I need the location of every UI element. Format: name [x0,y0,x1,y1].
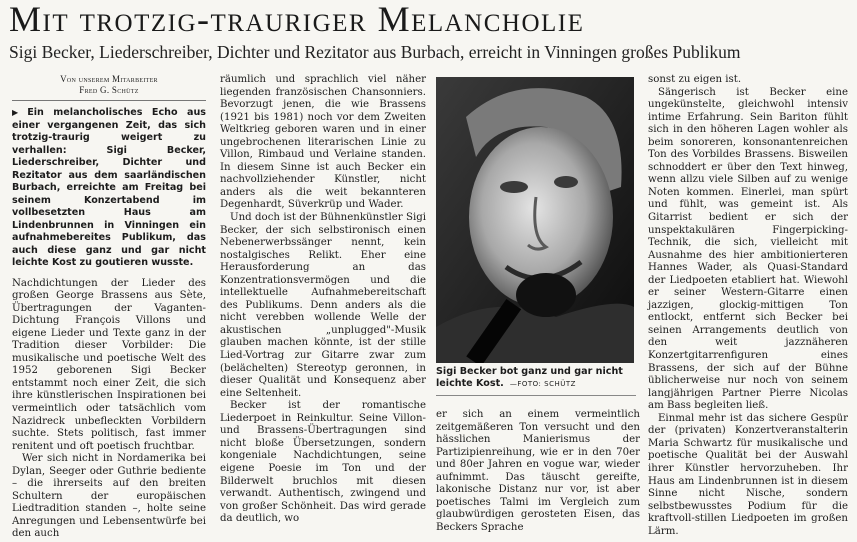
photo-credit: —FOTO: SCHÜTZ [509,380,576,388]
paragraph: Und doch ist der Bühnenkünstler Sigi Becker, der sich selbstironisch einen Nebenerwerbssänger nennt, kein nostalgisches Relikt. Eher eine Herausforderung an das Konzentrationsvermögen und die intellektuelle Aufnahmebereitschaft des Publikums. Denn anders als die nicht verebben wollende Welle der akustischen „unplugged"-Musik glauben machen könnte, ist der stille Lied-Vortrag zur Gitarre zwar zum (belächelten) Stereotyp geronnen, in dieser Qualität und Konsequenz aber eine Seltenheit. [220,212,426,399]
paragraph: Becker ist der romantische Liederpoet in Reinkultur. Seine Villon- und Brassens-Übertragungen sind nicht bloße Übersetzungen, sondern kongeniale Nachdichtungen, seine eigene Poesie im Ton und der Bilderwelt bruchlos mit diesen verwandt. Authentisch, zwingend und von großer Schönheit. Das wird gerade da deutlich, wo [220,400,426,525]
lead-paragraph [12,107,206,270]
caption-text: Sigi Becker bot ganz und gar nicht leichte Kost. [436,366,623,389]
paragraph: Wer sich nicht in Nordamerika bei Dylan, Seeger oder Guthrie bediente – die ihrerseits auf den breiten Schultern der europäischen Liedtradition standen –, holte seine Anregungen und Lebensentwürfe bei den auch [12,453,206,540]
byline [12,74,206,101]
subheadline: Sigi Becker, Liederschreiber, Dichter und Rezitator aus Burbach, erreicht in Vinningen großes Publikum [9,42,741,62]
paragraph: er sich an einem vermeintlich zeitgemäßeren Ton versucht und den hässlichen Manierismus der Partizipienreihung, wie er in den 70er und 80er Jahren en vogue war, wieder aufnimmt. Das täuscht gereifte, lakonische Distanz nur vor, ist aber poetisches Talmi im Vergleich zum glaubwürdigen gerosteten Eisen, das Beckers Sprache [436,409,640,533]
article-column-3 [436,409,640,534]
lead-text: Ein melancholisches Echo aus einer vergangenen Zeit, das sich trotzig-traurig weigert zu verhallen: Sigi Becker, Liederschreiber, Dichter und Rezitator aus dem saarländischen Burbach, erreichte am Freitag bei seinem Konzertabend im vollbesetzten Haus am Lindenbrunnen in Vinningen ein aufnahmebereites Publikum, das auch diese ganz und gar nicht leichte Kost zu goutieren wusste. [12,107,206,268]
paragraph: sonst zu eigen ist. [648,74,742,85]
paragraph: Einmal mehr ist das sichere Gespür der (privaten) Konzertveranstalterin Maria Schwartz für musikalische und poetische Qualität bei der Auswahl ihrer Künstler hervorzuheben. Ihr Haus am Lindenbrunnen ist in diesem Sinne nicht Nische, sondern selbstbewusstes Podium für die kraftvoll-stillen Liedpoeten im großen Lärm. [648,412,848,537]
headline: Mit trotzig-trauriger Melancholie [9,0,585,39]
paragraph: räumlich und sprachlich viel näher liegenden französischen Chansonniers. Bevorzugt jenen, die wie Brassens (1921 bis 1981) noch vor dem Zweiten Weltkrieg geboren waren und in einer ungebrochenen literarischen Linie zu Villon, Rimbaud und Verlaine standen. In diesem Sinne ist auch Becker ein nachvollziehender Künstler, nicht anders als die weit bekannteren Degenhardt, Süverkrüp und Wader. [220,74,426,211]
article-column-1 [12,74,206,541]
article-column-2 [220,74,426,526]
byline-author: Fred G. Schütz [79,85,139,95]
photo-caption [436,366,636,390]
paragraph: Sängerisch ist Becker eine ungekünstelte, gleichwohl intensiv intime Erfahrung. Sein Bariton fühlt sich in den höheren Lagen wohler als beim sonoreren, konsonantenreichen Ton des Vorbildes Brassens. Bisweilen schnoddert er über den Text hinweg, wenn allzu viele Silben auf zu wenige Noten kommen. Einerlei, man spürt und fühlt, was gemeint ist. Als Gitarrist bedient er sich der unspektakulären Fingerpicking-Technik, die sich, vielleicht mit Ausnahme des hier ambitionierteren Hannes Wader, als Quasi-Standard der Liedpoeten etabliert hat. Wiewohl er seiner Western-Gitarre einen jazzigen, glockig-mittigen Ton entlockt, entfernt sich Becker bei seinen Arrangements deutlich von den weit jazznäheren Konzertgitarrenfiguren eines Brassens, der sich auf der Bühne üblicherweise nur noch von seinem langjährigen Partner Pierre Nicolas am Bass begleiten ließ. [648,86,848,412]
paragraph: Nachdichtungen der Lieder des großen George Brassens aus Sète, Übertragungen der Vaganten-Dichtung François Villons und eigene Lieder und Texte ganz in der Tradition dieser Vorbilder: Die musikalische und poetische Welt des 1952 geborenen Sigi Becker entstammt noch einer Zeit, die sich ihre künstlerischen Inspirationen bei vermeintlich oder tatsächlich vom Nazidreck unbefleckten Vorbildern suchte. Stets politisch, fast immer renitent und oft poetisch fruchtbar. [12,277,206,452]
triangle-bullet-icon: ▶ [12,108,25,117]
photo-sigi-becker [436,77,634,363]
article-column-4 [648,74,848,538]
photo-illustration [436,77,634,363]
caption-divider [436,395,636,396]
byline-role: Von unserem Mitarbeiter [60,74,158,84]
